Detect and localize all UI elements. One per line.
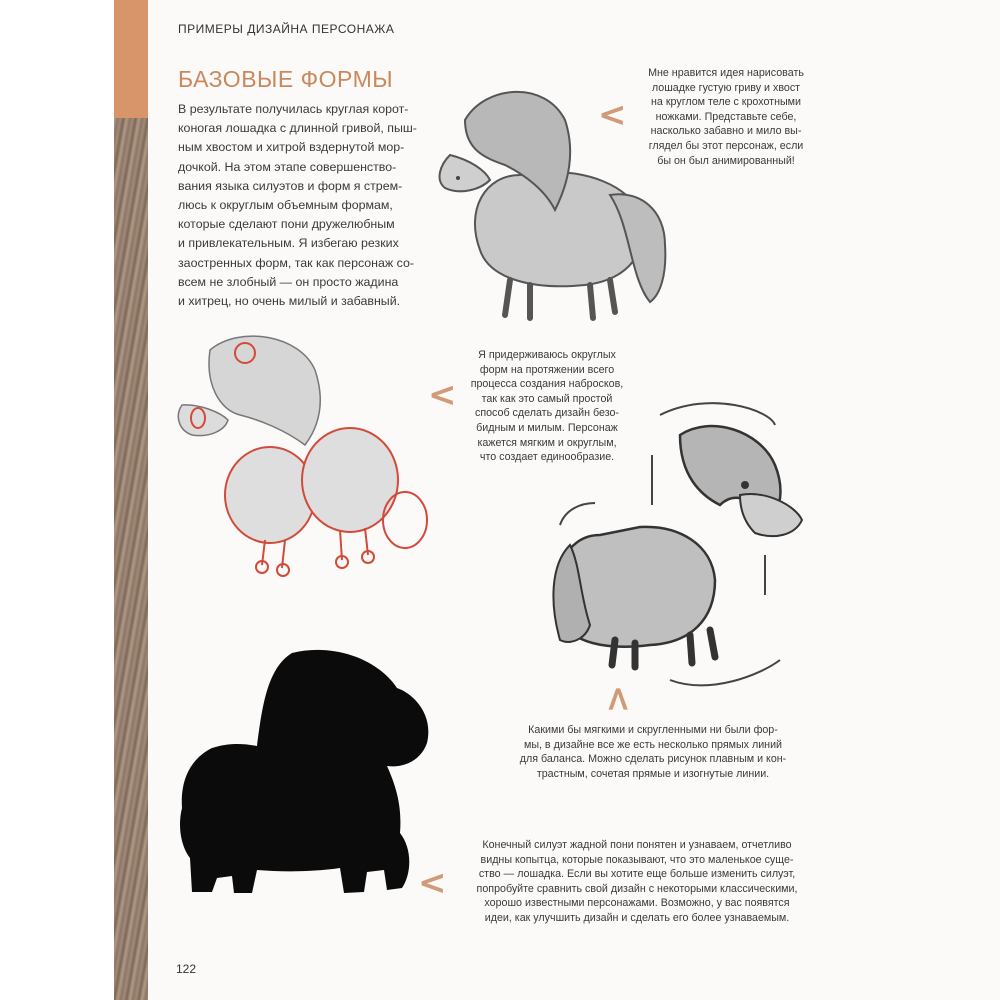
book-spine-texture <box>114 0 148 1000</box>
caption-rounded-forms: Я придерживаюсь округлых форм на протяжении всего процесса создания набросков, так как это самый простой способ сделать дизайн безо- бидным и милым. Персонаж кажется мягким и округлым, что создает единообразие. <box>470 349 624 464</box>
pointer-arrow-1: < <box>598 95 627 135</box>
pony-silhouette <box>172 648 442 898</box>
page-number: 122 <box>176 962 197 976</box>
caption-final-silhouette: Конечный силуэт жадной пони понятен и узнаваем, отчетливо видны копытца, которые показывают, что это маленькое суще- ство — лошадка. Если вы хотите еще больше изменить силуэт, попробуйте сравнить свой дизайн с некоторыми классическими, хорошо известными персонажами. Возможно, у вас появятся идеи, как улучшить дизайн и сделать его более узнаваемым. <box>476 839 798 924</box>
spine-accent-block <box>114 0 148 118</box>
pony-construction-drawing <box>170 330 440 580</box>
pointer-arrow-3: < <box>598 684 639 714</box>
body-paragraph: В результате получилась круглая корот- коногая лошадка с длинной гривой, пыш- ным хвостом и хитрой вздернутой мор- дочкой. На этом этапе совершенство- вания языка силуэтов и форм я стрем- люсь к округлым объемным формам, которые сделают пони дружелюбным и привлекательным. Я избегаю резких заостренных форм, так как персонаж со- всем не злобный — он просто жадина и хитрец, но очень милый и забавный. <box>178 102 417 309</box>
pointer-arrow-4: < <box>418 863 447 903</box>
section-title: БАЗОВЫЕ ФОРМЫ <box>178 66 394 92</box>
running-header: ПРИМЕРЫ ДИЗАЙНА ПЕРСОНАЖА <box>178 22 395 36</box>
pointer-arrow-2: < <box>428 375 457 415</box>
caption-straight-lines: Какими бы мягкими и скругленными ни были фор- мы, в дизайне все же есть несколько прямых линий для баланса. Можно сделать рисунок плавным и кон- трастным, сочетая прямые и изогнутые линии. <box>519 724 787 780</box>
caption-mane-and-tail: Мне нравится идея нарисовать лошадке густую гриву и хвост на круглом теле с крохотными ножками. Представьте себе, насколько забавно и мило вы- глядел бы этот персонаж, если бы он был анимированный! <box>648 67 804 167</box>
